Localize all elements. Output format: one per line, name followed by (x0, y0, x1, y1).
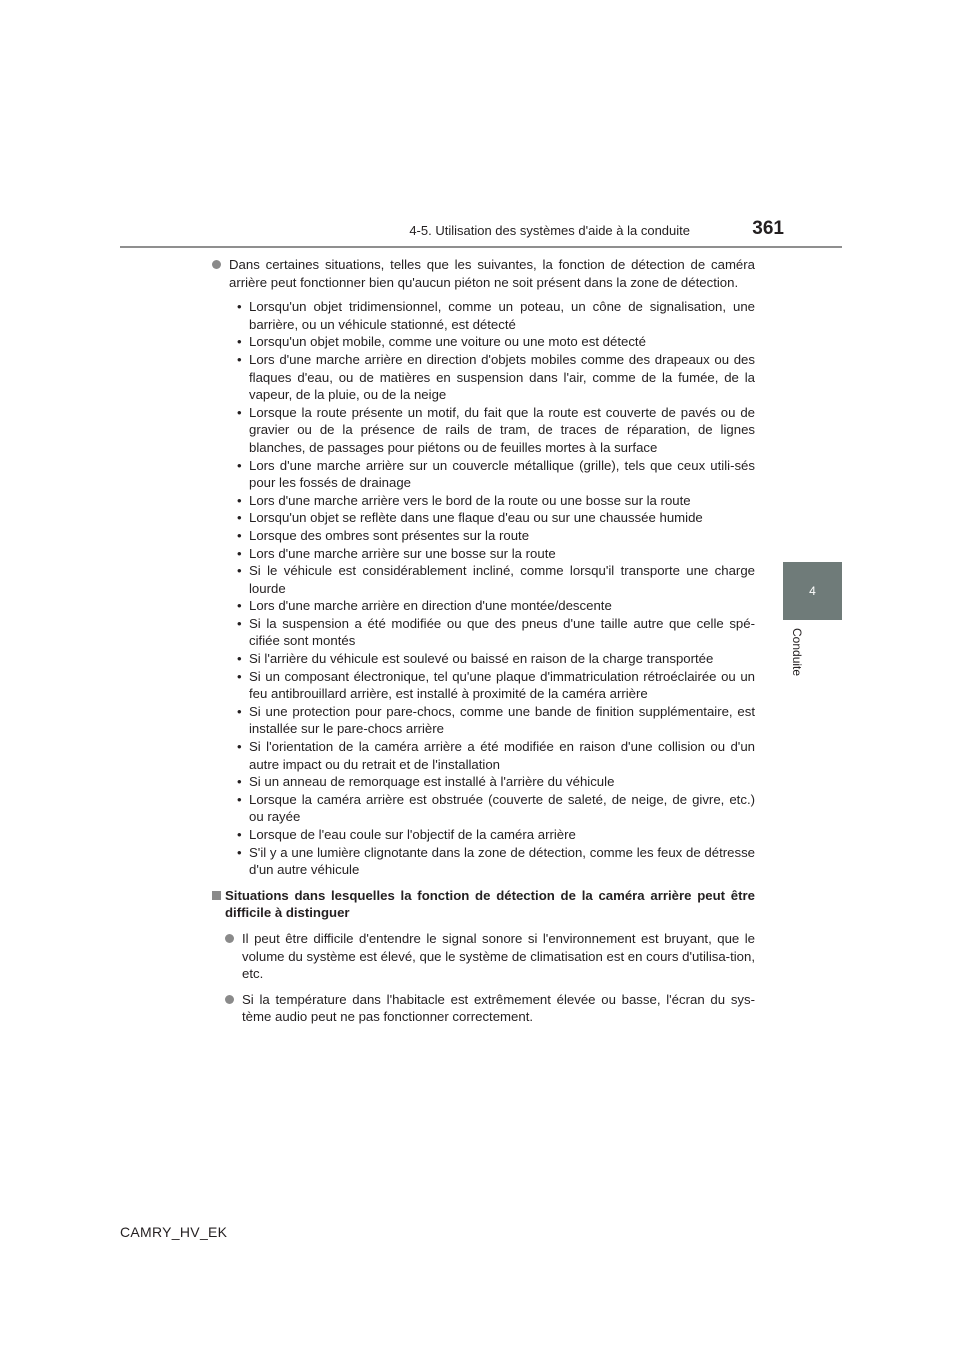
subsection-paragraph-text: Si la température dans l'habitacle est extrêmement élevée ou basse, l'écran du sys-tème audio peut ne pas fonctionner correctement. (242, 991, 755, 1025)
list-bullet-icon: • (237, 774, 242, 790)
list-bullet-icon: • (237, 703, 242, 719)
list-item (237, 351, 755, 404)
list-item-text: Lorsqu'un objet mobile, comme une voiture ou une moto est détecté (249, 334, 646, 350)
list-item-text: Si un composant électronique, tel qu'une plaque d'immatriculation rétroéclairée ou un feu antibrouillard arrière, est installé à proximité de la caméra arrière (249, 668, 755, 702)
list-bullet-icon: • (237, 510, 242, 526)
list-item (237, 527, 755, 545)
list-item-text: Si l'arrière du véhicule est soulevé ou baissé en raison de la charge transportée (249, 651, 714, 667)
list-bullet-icon: • (237, 739, 242, 755)
list-bullet-icon: • (237, 598, 242, 614)
list-item (237, 509, 755, 527)
list-item (237, 703, 755, 738)
list-bullet-icon: • (237, 457, 242, 473)
list-item-text: S'il y a une lumière clignotante dans la zone de détection, comme les feux de détresse d'un autre véhicule (249, 844, 755, 878)
list-item-text: Lorsque la caméra arrière est obstruée (couverte de saleté, de neige, de givre, etc.) ou rayée (249, 791, 755, 825)
subsection-paragraph-text: Il peut être difficile d'entendre le signal sonore si l'environnement est bruyant, que le volume du système est élevé, que le système de climatisation est en cours d'utilisa-tion, etc. (242, 930, 755, 982)
list-item (237, 650, 755, 668)
list-bullet-icon: • (237, 299, 242, 315)
list-item (237, 298, 755, 333)
list-item (237, 562, 755, 597)
list-item (237, 597, 755, 615)
list-bullet-icon: • (237, 334, 242, 350)
condition-list (212, 298, 755, 879)
circle-bullet-icon (225, 934, 234, 943)
list-bullet-icon: • (237, 651, 242, 667)
list-item (237, 773, 755, 791)
intro-text: Dans certaines situations, telles que les suivantes, la fonction de détection de caméra arrière peut fonctionner bien qu'aucun piéton ne soit présent dans la zone de détection. (229, 257, 755, 290)
list-item (237, 791, 755, 826)
list-bullet-icon: • (237, 563, 242, 579)
list-item-text: Si l'orientation de la caméra arrière a été modifiée en raison d'une collision ou d'un autre impact ou du retrait et de l'installation (249, 739, 755, 772)
list-item-text: Si une protection pour pare-chocs, comme une bande de finition supplémentaire, est installée sur le pare-chocs arrière (249, 703, 755, 737)
subsection-paragraph (225, 991, 755, 1026)
list-bullet-icon: • (237, 615, 242, 631)
list-item-text: Lors d'une marche arrière sur un couvercle métallique (grille), tels que ceux utili-sés pour les fossés de drainage (249, 457, 755, 491)
page-number: 361 (752, 218, 784, 239)
subsection-paragraph (225, 930, 755, 983)
list-item-text: Lorsqu'un objet se reflète dans une flaque d'eau ou sur une chaussée humide (249, 510, 703, 526)
list-item-text: Lorsque des ombres sont présentes sur la route (249, 527, 530, 543)
chapter-label: Conduite (790, 628, 804, 677)
list-item-text: Lorsque la route présente un motif, du fait que la route est couverte de pavés ou de gravier ou de la présence de rails de tram, de traces de réparation, de lignes blanches, de passages pour piétons ou de feuilles mortes à la surface (249, 404, 755, 455)
list-item (237, 738, 755, 773)
list-item (237, 404, 755, 457)
list-item-text: Lors d'une marche arrière en direction d'objets mobiles comme des drapeaux ou des flaques d'eau, ou de matières en suspension dans l'air, comme de la fumée, de la vapeur, de la pluie, ou de la neige (249, 351, 755, 403)
list-bullet-icon: • (237, 545, 242, 561)
list-item-text: Lorsqu'un objet tridimensionnel, comme un poteau, un cône de signalisation, une barrière, ou un véhicule stationné, est détecté (249, 299, 755, 332)
list-item-text: Lors d'une marche arrière en direction d'une montée/descente (249, 598, 612, 614)
list-item-text: Lors d'une marche arrière sur une bosse sur la route (249, 545, 556, 561)
list-bullet-icon: • (237, 844, 242, 860)
main-content (212, 256, 755, 1026)
list-item (237, 615, 755, 650)
list-item-text: Lors d'une marche arrière vers le bord de la route ou une bosse sur la route (249, 492, 691, 508)
list-item (237, 545, 755, 563)
list-bullet-icon: • (237, 668, 242, 684)
list-item-text: Si la suspension a été modifiée ou que des pneus d'une taille autre que celle spé-cifiée sont montés (249, 615, 755, 649)
header-divider (120, 246, 842, 248)
circle-bullet-icon (212, 260, 221, 269)
list-item (237, 826, 755, 844)
intro-paragraph (212, 256, 755, 291)
list-bullet-icon: • (237, 351, 242, 367)
list-item (237, 457, 755, 492)
list-bullet-icon: • (237, 492, 242, 508)
chapter-number: 4 (809, 584, 816, 598)
list-item (237, 333, 755, 351)
list-item-text: Lorsque de l'eau coule sur l'objectif de la caméra arrière (249, 827, 576, 842)
list-item (237, 844, 755, 879)
list-bullet-icon: • (237, 404, 242, 420)
list-item-text: Si le véhicule est considérablement incliné, comme lorsqu'il transporte une charge lourde (249, 563, 755, 596)
list-item-text: Si un anneau de remorquage est installé à l'arrière du véhicule (249, 774, 615, 790)
section-title: 4-5. Utilisation des systèmes d'aide à la conduite (409, 223, 690, 238)
list-item (237, 492, 755, 510)
model-code: CAMRY_HV_EK (120, 1224, 228, 1240)
list-item (237, 668, 755, 703)
list-bullet-icon: • (237, 827, 242, 842)
subsection-heading (212, 887, 755, 922)
list-bullet-icon: • (237, 791, 242, 807)
list-bullet-icon: • (237, 527, 242, 543)
subsection-heading-text: Situations dans lesquelles la fonction de détection de la caméra arrière peut être difficile à distinguer (225, 887, 755, 921)
circle-bullet-icon (225, 995, 234, 1004)
square-bullet-icon (212, 891, 221, 900)
chapter-tab (783, 562, 842, 620)
